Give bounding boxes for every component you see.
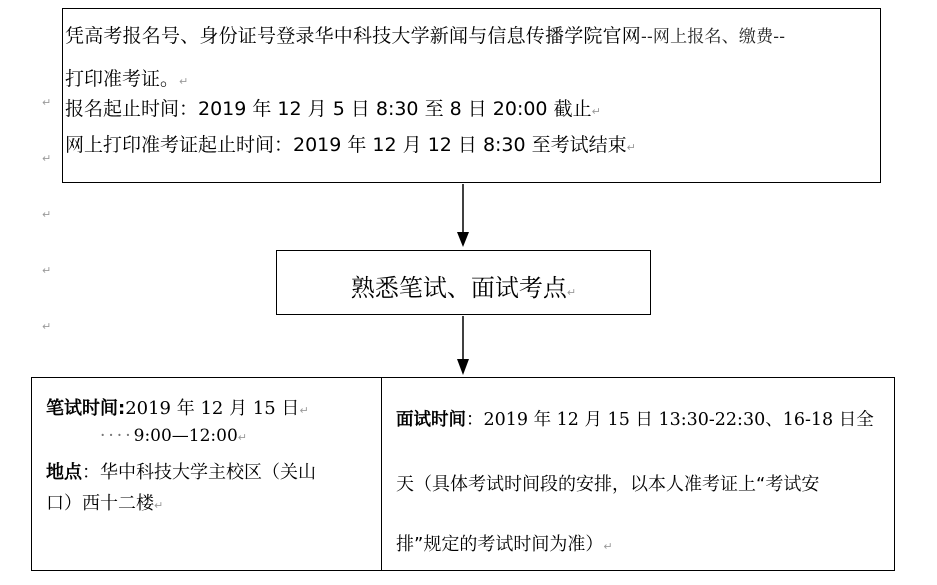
written-exam-date: 2019 年 12 月 15 日 xyxy=(125,398,300,419)
interview-time-text: ：2019 年 12 月 15 日 13:30-22:30、16-18 日全 xyxy=(466,410,874,430)
paragraph-mark: ↵ xyxy=(237,431,248,444)
print-ticket-text: 打印准考证。 xyxy=(65,68,180,90)
paragraph-mark: ↵ xyxy=(42,96,52,109)
ticket-print-period-text: 网上打印准考证起止时间：2019 年 12 月 12 日 8:30 至考试结束 xyxy=(65,134,627,156)
exam-venue-step-text: 熟悉笔试、面试考点 xyxy=(350,274,567,302)
exam-location-text-2: 口）西十二楼 xyxy=(46,493,154,514)
interview-detail-text: 天（具体考试时间段的安排，以本人准考证上“考试安 xyxy=(396,474,820,495)
interview-label: 面试时间 xyxy=(396,410,466,430)
paragraph-mark: ↵ xyxy=(179,75,189,88)
written-exam-label: 笔试时间: xyxy=(46,398,126,419)
paragraph-mark: ↵ xyxy=(591,105,601,118)
paragraph-mark: ↵ xyxy=(299,404,309,417)
arrow-middle-to-bottom xyxy=(457,316,469,375)
paragraph-mark: ↵ xyxy=(42,264,52,277)
exam-location-text: ：华中科技大学主校区（关山 xyxy=(82,462,316,483)
exam-location-label: 地点 xyxy=(46,462,82,483)
registration-period-text: 报名起止时间：2019 年 12 月 5 日 8:30 至 8 日 20:00 截止 xyxy=(65,98,592,120)
arrow-top-to-middle xyxy=(457,184,469,247)
written-exam-hours-dots: ···· xyxy=(100,426,134,446)
paragraph-mark: ↵ xyxy=(626,141,636,154)
paragraph-mark: ↵ xyxy=(566,286,577,299)
registration-instruction-text: 凭高考报名号、身份证号登录华中科技大学新闻与信息传播学院官网 xyxy=(65,25,642,47)
paragraph-mark: ↵ xyxy=(42,208,52,221)
paragraph-mark: ↵ xyxy=(154,499,164,512)
interview-detail-text-2: 排”规定的考试时间为准） xyxy=(396,534,604,555)
paragraph-mark: ↵ xyxy=(42,320,52,333)
paragraph-mark: ↵ xyxy=(42,152,52,165)
registration-instruction-tail: --网上报名、缴费-- xyxy=(641,27,786,47)
written-exam-hours: 9:00—12:00 xyxy=(133,426,238,446)
paragraph-mark: ↵ xyxy=(603,540,613,553)
